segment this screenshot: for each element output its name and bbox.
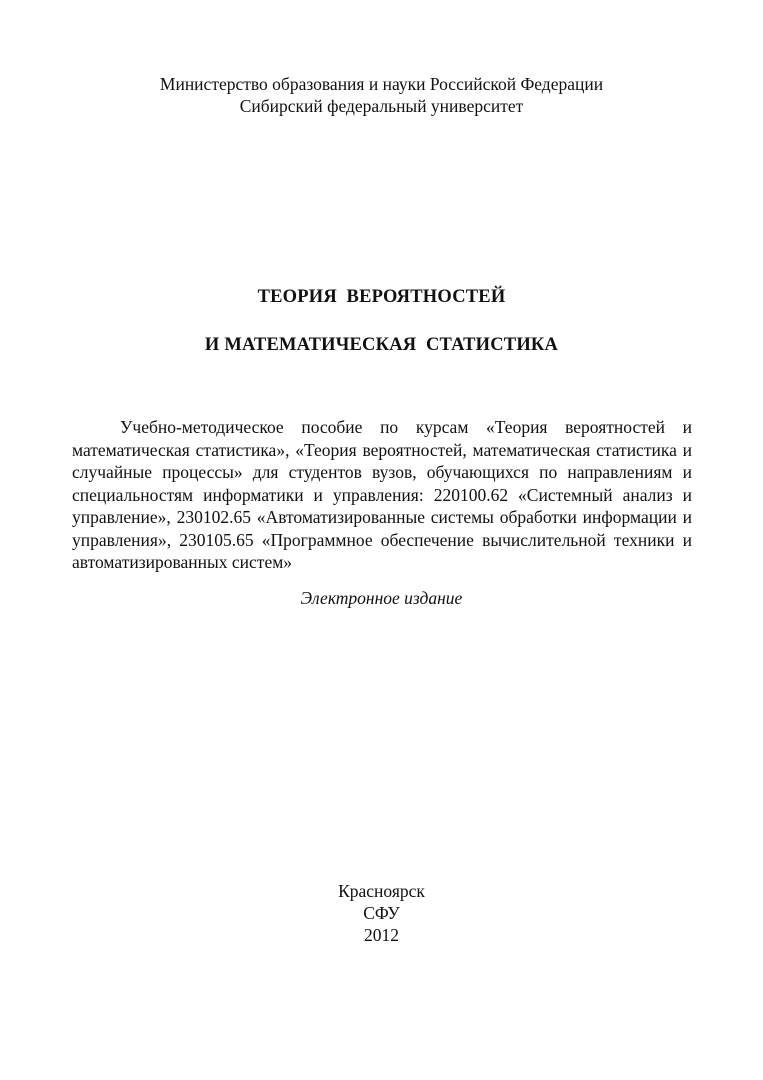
header — [0, 73, 763, 117]
ministry-name: Министерство образования и науки Российской Федерации — [159, 74, 604, 94]
university-name: Сибирский федеральный университет — [239, 96, 524, 116]
imprint-city: Красноярск — [338, 881, 425, 901]
edition-note: Электронное издание — [300, 588, 463, 608]
imprint-publisher: СФУ — [363, 903, 400, 923]
imprint-year: 2012 — [364, 925, 399, 945]
book-description: Учебно-методическое пособие по курсам «Теория вероятностей и математическая статистика», «Теория вероятностей, математическая статистика и случайные процессы» для студентов вузов, обучающихся по направлениям и специальностям информатики и управления: 220100.62 «Системный анализ и управление», 230102.65 «Автоматизированные системы обработки информации и управления», 230105.65 «Программное обеспечение вычислительной техники и автоматизированных систем» — [72, 417, 692, 572]
book-title-line-1: ТЕОРИЯ ВЕРОЯТНОСТЕЙ — [257, 287, 506, 307]
imprint — [0, 880, 763, 946]
book-title-line-2: И МАТЕМАТИЧЕСКАЯ СТАТИСТИКА — [204, 335, 559, 355]
